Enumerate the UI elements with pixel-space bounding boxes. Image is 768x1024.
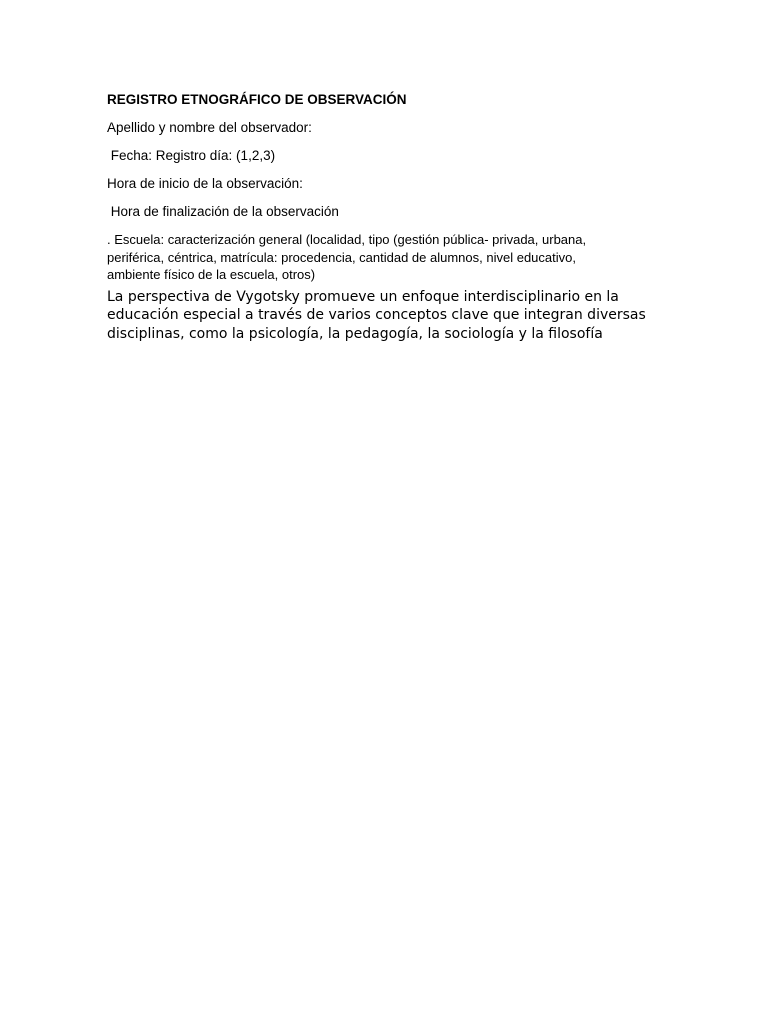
vygotsky-paragraph (107, 288, 667, 344)
observer-field-label: Apellido y nombre del observador: (107, 120, 312, 135)
end-time-field-label: Hora de finalización de la observación (107, 204, 339, 219)
paragraph-line: La perspectiva de Vygotsky promueve un enfoque interdisciplinario en la (107, 288, 619, 305)
escuela-line: ambiente físico de la escuela, otros) (107, 267, 316, 282)
paragraph-line: educación especial a través de varios conceptos clave que integran diversas (107, 307, 646, 323)
paragraph-line: disciplinas, como la psicología, la pedagogía, la sociología y la filosofía (107, 325, 603, 342)
escuela-description (107, 231, 667, 284)
escuela-line: . Escuela: caracterización general (localidad, tipo (gestión pública- privada, urbana, (107, 232, 587, 247)
document-title: REGISTRO ETNOGRÁFICO DE OBSERVACIÓN (107, 92, 407, 107)
start-time-field-label: Hora de inicio de la observación: (107, 176, 303, 191)
escuela-line: periférica, céntrica, matrícula: procedencia, cantidad de alumnos, nivel educativo, (107, 249, 576, 265)
document-content (107, 91, 667, 343)
date-field-label: Fecha: Registro día: (1,2,3) (107, 148, 276, 163)
